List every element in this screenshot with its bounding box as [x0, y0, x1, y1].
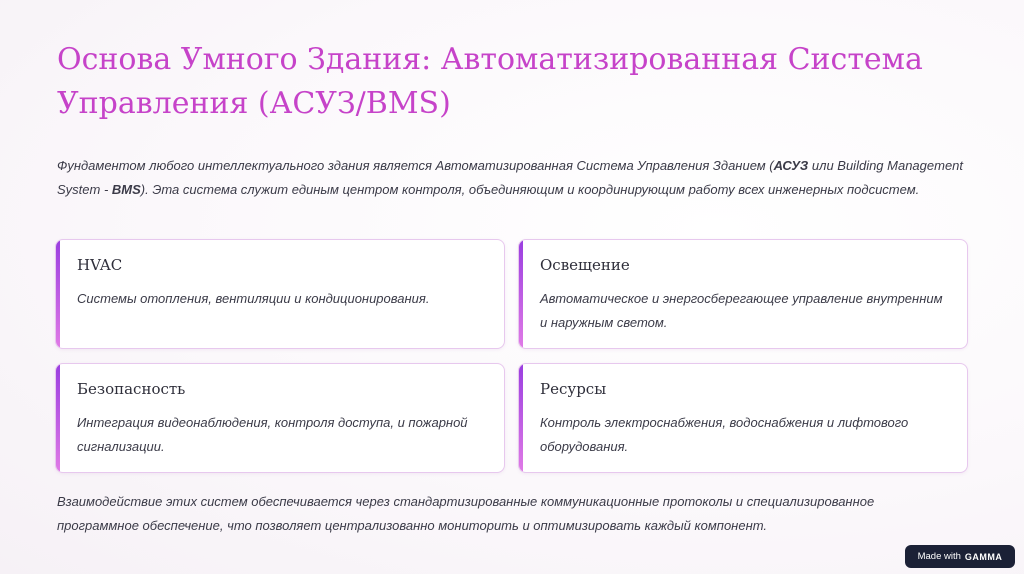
card-text: Системы отопления, вентиляции и кондиционирования. — [77, 291, 430, 306]
badge-prefix: Made with — [917, 551, 961, 562]
card-accent-bar — [56, 240, 60, 348]
card-text: Контроль электроснабжения, водоснабжения и лифтового оборудования. — [540, 415, 909, 454]
card-title: Ресурсы — [540, 380, 607, 398]
card-title: HVAC — [77, 256, 123, 274]
card-hvac — [55, 239, 505, 349]
card-security — [55, 363, 505, 473]
intro-bold-bms: BMS — [111, 182, 141, 197]
card-resources — [518, 363, 968, 473]
outro-paragraph: Взаимодействие этих систем обеспечивается через стандартизированные коммуникационные протоколы и специализированное программное обеспечение, что позволяет централизованно мониторить и оптимизировать каждый компонент. — [57, 494, 875, 533]
page-title: Основа Умного Здания: Автоматизированная Система Управления (АСУЗ/BMS) — [57, 42, 923, 121]
card-accent-bar — [519, 364, 523, 472]
card-accent-bar — [56, 364, 60, 472]
card-text: Автоматическое и энергосберегающее управление внутренним и наружным светом. — [540, 291, 943, 330]
intro-text-3: ). Эта система служит единым центром контроля, объединяющим и координирующим работу всех инженерных подсистем. — [140, 182, 920, 197]
card-lighting — [518, 239, 968, 349]
intro-text-1: Фундаментом любого интеллектуального здания является Автоматизированная Система Управления Зданием ( — [57, 158, 774, 173]
made-with-gamma-badge[interactable] — [905, 545, 1015, 568]
card-text: Интеграция видеонаблюдения, контроля доступа, и пожарной сигнализации. — [77, 415, 468, 454]
intro-text-2: или Building Management System - — [57, 158, 964, 197]
card-accent-bar — [519, 240, 523, 348]
intro-paragraph — [57, 154, 987, 202]
card-title: Безопасность — [77, 380, 186, 398]
card-title: Освещение — [540, 256, 630, 274]
intro-bold-asuz: АСУЗ — [773, 158, 809, 173]
gamma-logo: GAMMA — [964, 551, 1003, 562]
